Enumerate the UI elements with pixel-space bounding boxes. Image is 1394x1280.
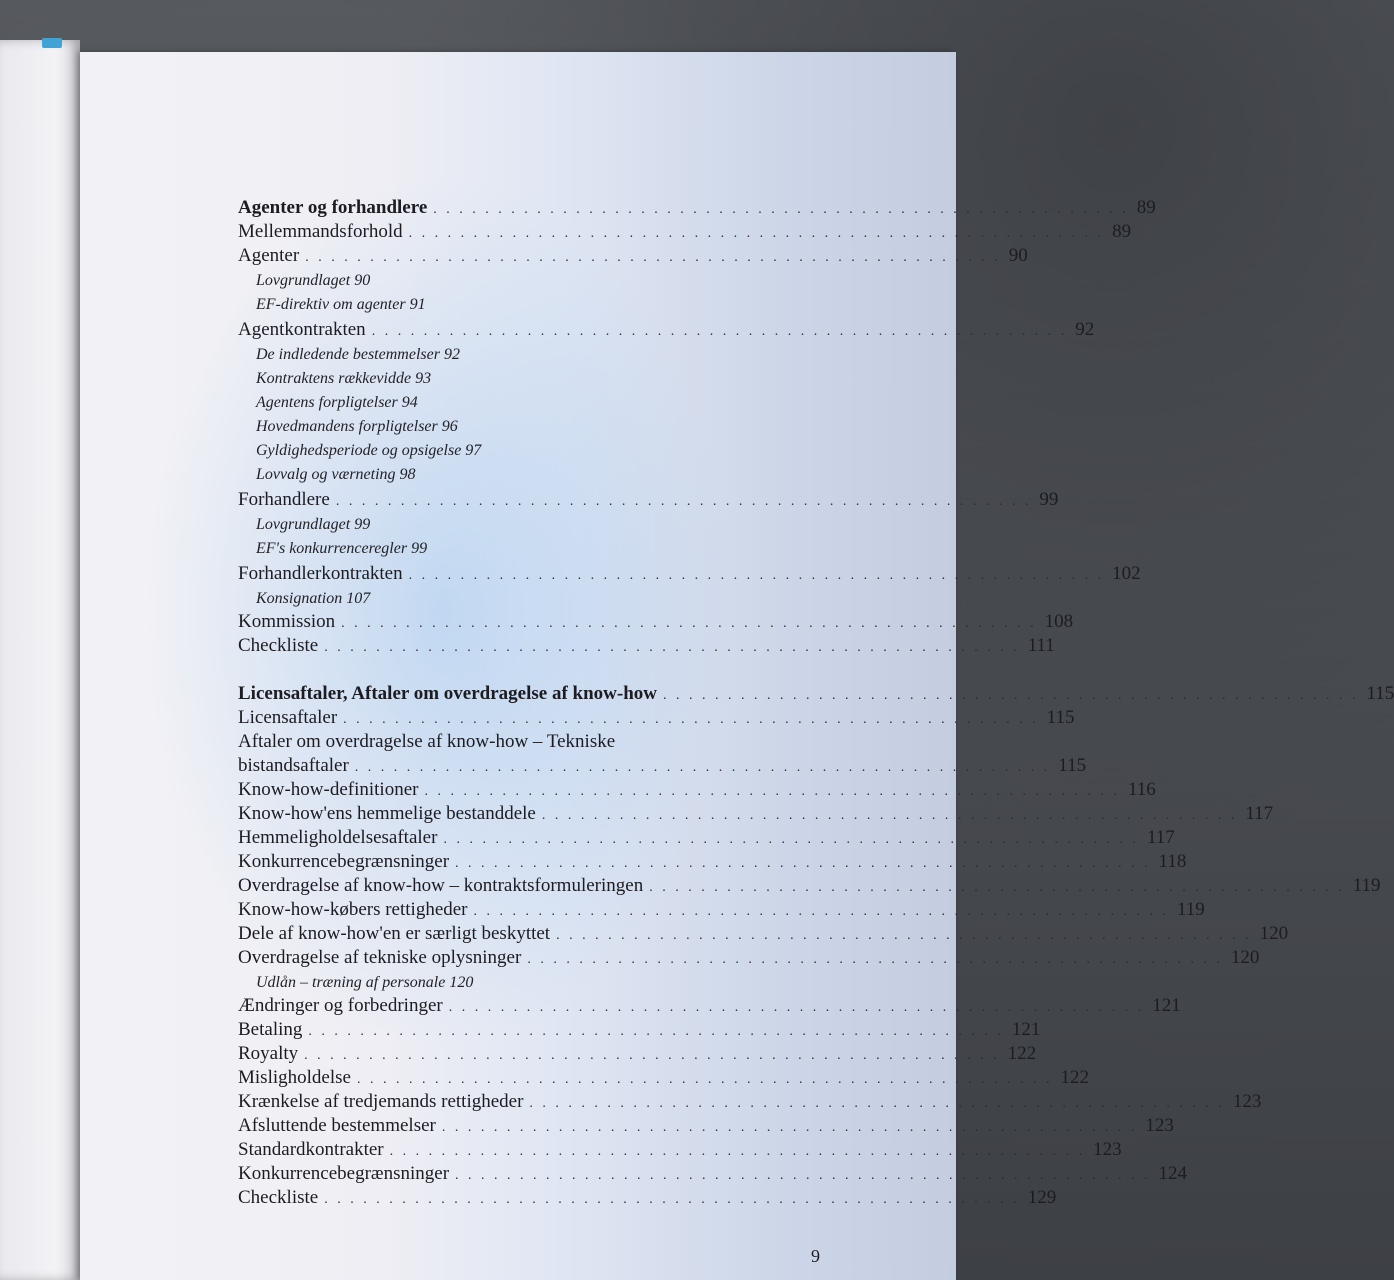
dot-leader: . . . . . . . . . . . . . . . . . . . . . . . . . . . . . . . . . . . . . . . . . . . . . . . . . . . . . . [341, 616, 1037, 631]
toc-entry-checkliste[interactable] [238, 634, 1055, 658]
bookmark-tab [42, 38, 62, 48]
toc-label: Agenter og forhandlere [238, 197, 428, 218]
dot-leader: . . . . . . . . . . . . . . . . . . . . . . . . . . . . . . . . . . . . . . . . . . . . . . . . . . . . . . [343, 712, 1039, 727]
toc-page-number: 119 [1352, 875, 1381, 896]
dot-leader: . . . . . . . . . . . . . . . . . . . . . . . . . . . . . . . . . . . . . . . . . . . . . . . . . . . . . . [448, 1000, 1145, 1015]
toc-label: Know-how-købers rettigheder [238, 899, 468, 920]
toc-entry-kommission[interactable] [238, 610, 1074, 634]
toc-heading-licensaftaler[interactable] [238, 682, 1394, 706]
toc-entry-mellemmandsforhold[interactable] [238, 220, 1132, 244]
toc-label: Licensaftaler, Aftaler om overdragelse af know-how [238, 683, 657, 704]
toc-label: Agentkontrakten [238, 319, 366, 340]
dot-leader: . . . . . . . . . . . . . . . . . . . . . . . . . . . . . . . . . . . . . . . . . . . . . . . . . . . . . . [308, 1024, 1004, 1039]
toc-label: Konkurrencebegrænsninger [238, 1163, 450, 1184]
dot-leader: . . . . . . . . . . . . . . . . . . . . . . . . . . . . . . . . . . . . . . . . . . . . . . . . . . . . . . [354, 760, 1051, 775]
dot-leader: . . . . . . . . . . . . . . . . . . . . . . . . . . . . . . . . . . . . . . . . . . . . . . . . . . . . . . [408, 568, 1105, 583]
toc-subentry[interactable]: Kontraktens rækkevidde 93 [256, 370, 432, 387]
toc-entry-forhandlere[interactable] [238, 488, 1059, 512]
toc-entry[interactable] [238, 1186, 1057, 1210]
toc-label: Agenter [238, 245, 300, 266]
toc-page-number: 122 [1007, 1043, 1037, 1064]
toc-entry-agenter[interactable] [238, 244, 1028, 268]
toc-label: Ændringer og forbedringer [238, 995, 443, 1016]
toc-entry-licensaftaler[interactable] [238, 706, 1075, 730]
dot-leader: . . . . . . . . . . . . . . . . . . . . . . . . . . . . . . . . . . . . . . . . . . . . . . . . . . . . . . [527, 952, 1223, 967]
toc-label: Standardkontrakter [238, 1139, 384, 1160]
toc-subentry[interactable]: Konsignation 107 [256, 590, 371, 607]
toc-page-number: 117 [1245, 803, 1274, 824]
toc-label: Konkurrencebegrænsninger [238, 851, 450, 872]
toc-entry-bistandsaftaler[interactable] [238, 754, 1087, 778]
toc-label: Know-how'ens hemmelige bestanddele [238, 803, 536, 824]
toc-label: Forhandlere [238, 489, 330, 510]
book-page [80, 52, 1394, 1280]
dot-leader: . . . . . . . . . . . . . . . . . . . . . . . . . . . . . . . . . . . . . . . . . . . . . . . . . . . . . . [541, 808, 1238, 823]
toc-subentry[interactable]: EF-direktiv om agenter 91 [256, 296, 426, 313]
toc-label: Misligholdelse [238, 1067, 351, 1088]
toc-entry[interactable] [238, 1162, 1188, 1186]
toc-page-number: 115 [1366, 683, 1394, 704]
toc-page-number: 89 [1112, 221, 1132, 242]
toc-label: Forhandlerkontrakten [238, 563, 403, 584]
toc-subentry[interactable]: De indledende bestemmelser 92 [256, 346, 460, 363]
toc-page-number: 89 [1136, 197, 1156, 218]
toc-page-number: 123 [1093, 1139, 1122, 1160]
dot-leader: . . . . . . . . . . . . . . . . . . . . . . . . . . . . . . . . . . . . . . . . . . . . . . . . . . . . . . [443, 832, 1139, 847]
toc-subentry[interactable]: EF's konkurrenceregler 99 [256, 540, 428, 557]
toc-page-number: 115 [1058, 755, 1087, 776]
toc-label: Betaling [238, 1019, 303, 1040]
toc-label: Kommission [238, 611, 336, 632]
toc-entry[interactable] [238, 1018, 1041, 1042]
toc-entry[interactable] [238, 850, 1187, 874]
toc-entry[interactable] [238, 898, 1205, 922]
toc-subentry[interactable]: Lovgrundlaget 90 [256, 272, 371, 289]
toc-entry[interactable] [238, 874, 1381, 898]
toc-label: Dele af know-how'en er særligt beskyttet [238, 923, 551, 944]
dot-leader: . . . . . . . . . . . . . . . . . . . . . . . . . . . . . . . . . . . . . . . . . . . . . . . . . . . . . . [389, 1144, 1086, 1159]
toc-subentry[interactable]: Hovedmandens forpligtelser 96 [256, 418, 458, 435]
dot-leader: . . . . . . . . . . . . . . . . . . . . . . . . . . . . . . . . . . . . . . . . . . . . . . . . . . . . . . [356, 1072, 1053, 1087]
toc-page-number: 116 [1127, 779, 1156, 800]
toc-label: Checkliste [238, 635, 319, 656]
dot-leader: . . . . . . . . . . . . . . . . . . . . . . . . . . . . . . . . . . . . . . . . . . . . . . . . . . . . . . [371, 324, 1068, 339]
toc-label: Know-how-definitioner [238, 779, 419, 800]
toc-label: bistandsaftaler [238, 755, 349, 776]
toc-label: Licensaftaler [238, 707, 338, 728]
toc-entry[interactable] [238, 826, 1175, 850]
dot-leader: . . . . . . . . . . . . . . . . . . . . . . . . . . . . . . . . . . . . . . . . . . . . . . . . . . . . . . [529, 1096, 1225, 1111]
page-number: 9 [811, 1246, 820, 1266]
dot-leader: . . . . . . . . . . . . . . . . . . . . . . . . . . . . . . . . . . . . . . . . . . . . . . . . . . . . . . [304, 1048, 1000, 1063]
toc-page-number: 124 [1158, 1163, 1188, 1184]
toc-label: Checkliste [238, 1187, 319, 1208]
toc-page-number: 120 [1259, 923, 1289, 944]
toc-label: Hemmeligholdelsesaftaler [238, 827, 438, 848]
toc-page-number: 119 [1177, 899, 1205, 920]
toc-page-number: 122 [1060, 1067, 1089, 1088]
dot-leader: . . . . . . . . . . . . . . . . . . . . . . . . . . . . . . . . . . . . . . . . . . . . . . . . . . . . . . [433, 202, 1129, 217]
toc-page-number: 102 [1112, 563, 1141, 584]
toc-subentry[interactable]: Udlån – træning af personale 120 [256, 974, 474, 991]
toc-label: Overdragelse af tekniske oplysninger [238, 947, 522, 968]
toc-label: Mellemmandsforhold [238, 221, 403, 242]
toc-page-number: 129 [1027, 1187, 1057, 1208]
toc-entry[interactable] [238, 922, 1289, 946]
toc-entry[interactable] [238, 1138, 1122, 1162]
toc-page-number: 92 [1075, 319, 1095, 340]
dot-leader: . . . . . . . . . . . . . . . . . . . . . . . . . . . . . . . . . . . . . . . . . . . . . . . . . . . . . . [305, 250, 1001, 265]
toc-page-number: 117 [1146, 827, 1175, 848]
toc-entry[interactable] [238, 1066, 1089, 1090]
dot-leader: . . . . . . . . . . . . . . . . . . . . . . . . . . . . . . . . . . . . . . . . . . . . . . . . . . . . . . [663, 688, 1359, 703]
toc-page-number: 99 [1039, 489, 1059, 510]
dot-leader: . . . . . . . . . . . . . . . . . . . . . . . . . . . . . . . . . . . . . . . . . . . . . . . . . . . . . . [455, 856, 1151, 871]
toc-subentry[interactable]: Lovvalg og værneting 98 [256, 466, 416, 483]
toc-label: Krænkelse af tredjemands rettigheder [238, 1091, 524, 1112]
toc-page-number: 115 [1046, 707, 1075, 728]
toc-label: Afsluttende bestemmelser [238, 1115, 436, 1136]
toc-label: Royalty [238, 1043, 299, 1064]
toc-heading-agenter-og-forhandlere[interactable] [238, 196, 1156, 220]
dot-leader: . . . . . . . . . . . . . . . . . . . . . . . . . . . . . . . . . . . . . . . . . . . . . . . . . . . . . . [335, 494, 1032, 509]
toc-entry[interactable] [238, 1090, 1262, 1114]
dot-leader: . . . . . . . . . . . . . . . . . . . . . . . . . . . . . . . . . . . . . . . . . . . . . . . . . . . . . . [473, 904, 1170, 919]
facing-page-edge [0, 40, 80, 1280]
dot-leader: . . . . . . . . . . . . . . . . . . . . . . . . . . . . . . . . . . . . . . . . . . . . . . . . . . . . . . [324, 640, 1020, 655]
toc-page-number: 108 [1044, 611, 1074, 632]
dot-leader: . . . . . . . . . . . . . . . . . . . . . . . . . . . . . . . . . . . . . . . . . . . . . . . . . . . . . . [649, 880, 1345, 895]
dot-leader: . . . . . . . . . . . . . . . . . . . . . . . . . . . . . . . . . . . . . . . . . . . . . . . . . . . . . . [424, 784, 1120, 799]
toc-entry[interactable] [238, 946, 1260, 970]
toc-label: Overdragelse af know-how – kontraktsformuleringen [238, 875, 644, 896]
toc-page-number: 123 [1145, 1115, 1174, 1136]
toc-page-number: 120 [1230, 947, 1260, 968]
toc-entry[interactable] [238, 778, 1156, 802]
toc-page-number: 121 [1011, 1019, 1041, 1040]
toc-entry-forhandlerkontrakten[interactable] [238, 562, 1141, 586]
toc-entry-agentkontrakten[interactable] [238, 318, 1095, 342]
toc-entry[interactable] [238, 802, 1274, 826]
toc-entry[interactable] [238, 1042, 1037, 1066]
toc-page-number: 111 [1027, 635, 1055, 656]
toc-entry[interactable] [238, 994, 1181, 1018]
dot-leader: . . . . . . . . . . . . . . . . . . . . . . . . . . . . . . . . . . . . . . . . . . . . . . . . . . . . . . [408, 226, 1105, 241]
toc-page-number: 121 [1152, 995, 1181, 1016]
toc-subentry[interactable]: Lovgrundlaget 99 [256, 516, 371, 533]
dot-leader: . . . . . . . . . . . . . . . . . . . . . . . . . . . . . . . . . . . . . . . . . . . . . . . . . . . . . . [455, 1168, 1151, 1183]
toc-entry-aftaler-line1[interactable]: Aftaler om overdragelse af know-how – Tekniske [238, 731, 616, 752]
dot-leader: . . . . . . . . . . . . . . . . . . . . . . . . . . . . . . . . . . . . . . . . . . . . . . . . . . . . . . [441, 1120, 1138, 1135]
toc-page-number: 123 [1232, 1091, 1262, 1112]
toc-entry[interactable] [238, 1114, 1174, 1138]
toc-subentry[interactable]: Gyldighedsperiode og opsigelse 97 [256, 442, 482, 459]
toc-page-number: 118 [1158, 851, 1187, 872]
dot-leader: . . . . . . . . . . . . . . . . . . . . . . . . . . . . . . . . . . . . . . . . . . . . . . . . . . . . . . [324, 1192, 1020, 1207]
dot-leader: . . . . . . . . . . . . . . . . . . . . . . . . . . . . . . . . . . . . . . . . . . . . . . . . . . . . . . [556, 928, 1252, 943]
toc-subentry[interactable]: Agentens forpligtelser 94 [256, 394, 418, 411]
toc-page-number: 90 [1008, 245, 1028, 266]
